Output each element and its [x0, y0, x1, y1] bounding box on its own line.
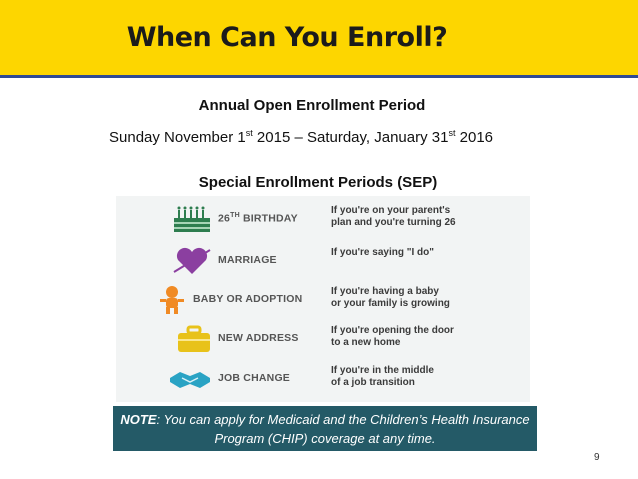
sep-row-birthday [116, 200, 530, 240]
end-date-suffix: st [448, 128, 456, 138]
sep-heading: Special Enrollment Periods (SEP) [198, 174, 438, 191]
sep-desc-job-change: If you're in the middle of a job transition [331, 365, 434, 388]
sep-desc-new-address: If you're opening the door to a new home [331, 325, 454, 348]
start-date-suffix: st [245, 128, 253, 138]
sep-label-marriage: MARRIAGE [218, 254, 277, 266]
sep-desc-marriage: If you're saying "I do" [331, 247, 434, 258]
sep-label-new-address: NEW ADDRESS [218, 332, 299, 344]
heart-icon [172, 246, 212, 276]
sep-row-new-address [116, 320, 530, 360]
date-range-middle: 2015 – Saturday, January 31 [252, 129, 449, 146]
sep-row-baby [116, 281, 530, 321]
medicaid-note [113, 406, 537, 451]
baby-icon [156, 285, 196, 315]
sep-label-baby: BABY OR ADOPTION [193, 293, 303, 305]
birthday-ordinal: TH [230, 212, 240, 219]
annual-enrollment-heading: Annual Open Enrollment Period [198, 97, 426, 114]
handshake-icon [168, 364, 212, 394]
sep-desc-baby: If you're having a baby or your family is growing [331, 286, 450, 309]
slide-title: When Can You Enroll? [126, 22, 448, 53]
note-text: : You can apply for Medicaid and the Children’s Health Insurance Program (CHIP) coverage at any time. [156, 412, 530, 446]
birthday-cake-icon [172, 204, 212, 234]
sep-row-job-change [116, 360, 530, 400]
sep-label-job-change: JOB CHANGE [218, 372, 291, 384]
title-bar [0, 0, 638, 78]
sep-desc-birthday: If you're on your parent's plan and you're turning 26 [331, 205, 456, 228]
end-year: 2016 [455, 129, 494, 146]
start-date: Sunday November 1 [109, 129, 246, 146]
birthday-word: BIRTHDAY [239, 212, 298, 225]
page-number: 9 [594, 452, 600, 463]
birthday-number: 26 [218, 212, 231, 225]
sep-row-marriage [116, 242, 530, 282]
sep-label-birthday [218, 212, 298, 225]
note-lead: NOTE [120, 412, 157, 427]
suitcase-icon [174, 324, 214, 354]
enrollment-dates [109, 129, 493, 146]
sep-infographic [116, 196, 530, 402]
